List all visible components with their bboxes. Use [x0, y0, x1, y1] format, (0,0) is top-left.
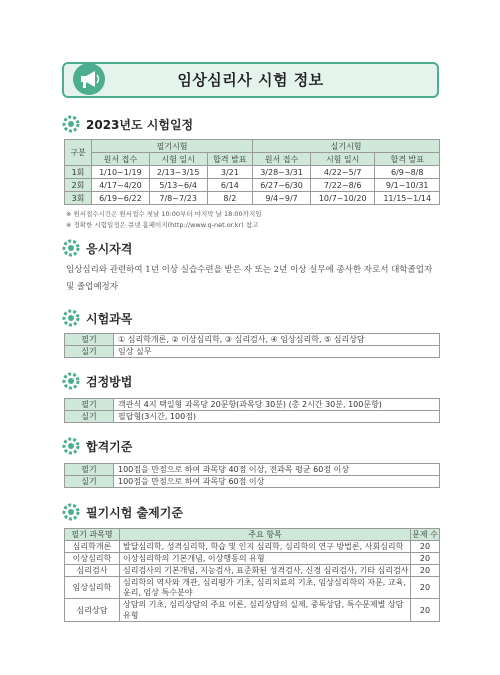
table-row	[65, 166, 440, 179]
schedule-heading	[62, 115, 193, 133]
table-row	[65, 565, 440, 577]
table-row	[65, 192, 440, 205]
question-count: 20	[411, 553, 440, 565]
col-header: 문제 수	[412, 530, 438, 539]
table-row	[65, 476, 440, 488]
gear-bullet-icon	[62, 115, 80, 133]
section-title: 2023년도 시험일정	[86, 117, 194, 132]
gear-bullet-icon	[62, 372, 80, 390]
pass-table	[64, 463, 440, 488]
table-cell: 4/22~5/7	[310, 166, 375, 179]
round-cell: 3회	[65, 192, 92, 205]
row-value: 100점을 만점으로 하여 과목당 40점 이상, 전과목 평균 60점 이상	[114, 464, 440, 476]
table-cell: 6/19~6/22	[92, 192, 150, 205]
subject-name: 심리검사	[65, 565, 120, 577]
table-cell: 11/15~1/14	[375, 192, 440, 205]
section-title: 시험과목	[86, 311, 133, 326]
table-cell: 7/22~8/6	[310, 179, 375, 192]
table-cell: 5/13~6/4	[149, 179, 207, 192]
table-row	[65, 346, 440, 358]
subject-name: 심리상담	[65, 599, 120, 622]
table-row	[65, 399, 440, 411]
col-header: 합격 발표	[207, 153, 253, 166]
col-header: 원서 접수	[253, 153, 311, 166]
table-row	[65, 541, 440, 553]
table-cell: 2/13~3/15	[149, 166, 207, 179]
question-count: 20	[411, 577, 440, 599]
table-row	[65, 179, 440, 192]
row-value: 임상 실무	[114, 346, 440, 358]
subject-name: 임상심리학	[65, 577, 120, 599]
row-key: 실기	[65, 411, 114, 423]
row-value: 100점을 만점으로 하여 과목당 60점 이상	[114, 476, 440, 488]
row-key: 필기	[65, 464, 114, 476]
row-value: 객관식 4지 택일형 과목당 20문항(과목당 30분) (총 2시간 30분, 100문항)	[114, 399, 440, 411]
table-cell: 6/9~8/8	[375, 166, 440, 179]
qualification-heading	[62, 239, 132, 257]
title-banner	[62, 62, 439, 98]
table-cell: 3/21	[207, 166, 253, 179]
round-cell: 2회	[65, 179, 92, 192]
pass-heading	[62, 437, 132, 455]
table-row	[65, 411, 440, 423]
table-cell: 1/10~1/19	[92, 166, 150, 179]
table-row	[65, 464, 440, 476]
table-cell: 10/7~10/20	[310, 192, 375, 205]
subjects-table	[64, 333, 440, 358]
table-cell: 8/2	[207, 192, 253, 205]
table-cell: 6/14	[207, 179, 253, 192]
table-cell: 4/17~4/20	[92, 179, 150, 192]
table-row	[65, 599, 440, 622]
criteria-table	[64, 528, 440, 622]
row-key: 실기	[65, 476, 114, 488]
method-table	[64, 398, 440, 423]
page-title: 임상심리사 시험 정보	[177, 71, 324, 89]
gear-bullet-icon	[62, 503, 80, 521]
gear-bullet-icon	[62, 437, 80, 455]
table-row	[65, 577, 440, 599]
group-practical: 실기시험	[253, 140, 440, 153]
row-key: 필기	[65, 334, 114, 346]
col-header: 시험 일시	[149, 153, 207, 166]
table-cell: 3/28~3/31	[253, 166, 311, 179]
megaphone-icon	[72, 62, 106, 96]
col-round: 구분	[65, 140, 92, 166]
table-cell: 9/4~9/7	[253, 192, 311, 205]
col-header: 시험 일시	[310, 153, 375, 166]
group-written: 필기시험	[92, 140, 253, 153]
col-header: 주요 항목	[120, 529, 411, 541]
subject-items-line: 윤리, 임상 특수분야	[123, 587, 193, 597]
table-row	[65, 334, 440, 346]
gear-bullet-icon	[62, 239, 80, 257]
row-value: ① 심리학개론, ② 이상심리학, ③ 심리검사, ④ 임상심리학, ⑤ 심리상담	[114, 334, 440, 346]
section-title: 검정방법	[86, 374, 133, 389]
qualification-text	[66, 262, 440, 296]
section-title: 응시자격	[86, 241, 133, 256]
section-title: 필기시험 출제기준	[86, 505, 183, 520]
subject-items: 발달심리학, 성격심리학, 학습 및 인지 심리학, 심리학의 연구 방법론, 사회심리학	[120, 541, 411, 553]
question-count: 20	[411, 599, 440, 622]
subject-name: 이상심리학	[65, 553, 120, 565]
subject-items: 심리검사의 기본개념, 지능검사, 표준화된 성격검사, 신경 심리검사, 기타 심리검사	[120, 565, 411, 577]
gear-bullet-icon	[62, 309, 80, 327]
col-header: 원서 접수	[92, 153, 150, 166]
criteria-heading	[62, 503, 183, 521]
table-row	[65, 553, 440, 565]
schedule-note: ※ 원서접수시간은 원서접수 첫날 10:00부터 마지막 날 18:00까지임	[66, 210, 262, 218]
subject-name: 심리학개론	[65, 541, 120, 553]
section-title: 합격기준	[86, 439, 133, 454]
col-header: 합격 발표	[375, 153, 440, 166]
table-cell: 7/8~7/23	[149, 192, 207, 205]
schedule-table	[64, 139, 440, 205]
col-header: 필기 과목명	[65, 529, 120, 541]
question-count: 20	[411, 565, 440, 577]
row-key: 실기	[65, 346, 114, 358]
row-value: 필답형(3시간, 100점)	[114, 411, 440, 423]
subjects-heading	[62, 309, 132, 327]
paragraph-line: 임상심리와 관련하여 1년 이상 실습수련을 받은 자 또는 2년 이상 실무에 종사한 자로서 대학졸업자	[66, 265, 433, 275]
round-cell: 1회	[65, 166, 92, 179]
method-heading	[62, 372, 132, 390]
question-count: 20	[411, 541, 440, 553]
table-cell: 9/1~10/31	[375, 179, 440, 192]
paragraph-line: 및 졸업예정자	[66, 282, 118, 292]
table-cell: 6/27~6/30	[253, 179, 311, 192]
row-key: 필기	[65, 399, 114, 411]
subject-items: 상담의 기초, 심리상담의 주요 이론, 심리상담의 실제, 중독상담, 특수문제별 상담유형	[120, 599, 411, 622]
schedule-note: ※ 정확한 시험일정은 큐넷 홈페이지(http://www.q-net.or.kr) 참고	[66, 221, 259, 229]
subject-items-line: 심리학의 역사와 개관, 심리평가 기초, 심리치료의 기초, 임상심리학의 자문, 교육,	[123, 577, 406, 587]
subject-items	[120, 577, 411, 599]
subject-items: 이상심리학의 기본개념, 이상행동의 유형	[120, 553, 411, 565]
